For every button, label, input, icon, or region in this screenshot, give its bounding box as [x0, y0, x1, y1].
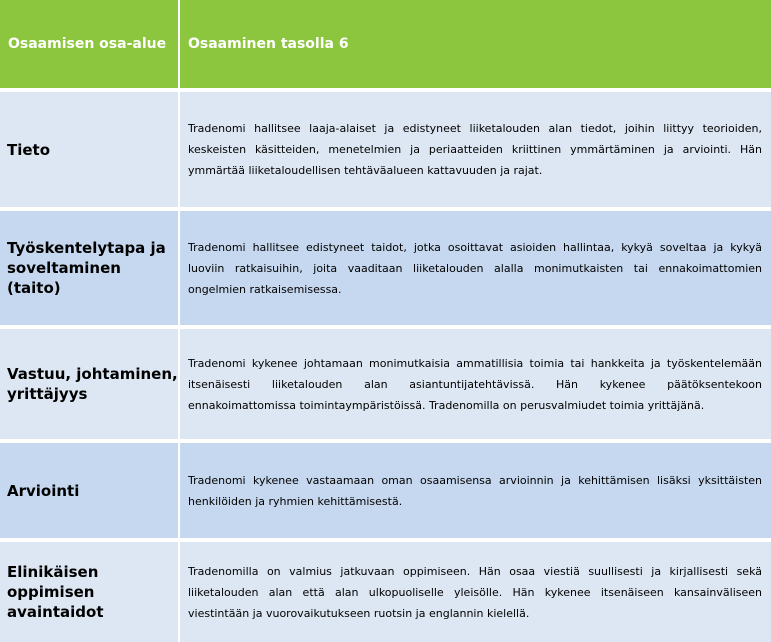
- table-header-row: [0, 0, 771, 88]
- row-label-tieto: Tieto: [7, 140, 51, 159]
- row-label-arviointi: Arviointi: [7, 481, 80, 500]
- row-label-avaintaidot: Elinikäisen oppimisen avaintaidot: [7, 563, 104, 621]
- row-label-vastuu: Vastuu, johtaminen, yrittäjyys: [7, 365, 178, 403]
- row-text-taito: Tradenomi hallitsee edistyneet taidot, jotka osoittavat asioiden hallintaa, kykyä soveltaa ja kykyä luoviin ratkaisuihin, joita vaaditaan liiketalouden alalla monimutkaisten tai ennakoimattomien ongelmien ratkaisemisessa.: [188, 240, 762, 296]
- row-label-taito: Työskentelytapa ja soveltaminen (taito): [7, 239, 166, 297]
- header-col-area: Osaamisen osa-alue: [0, 0, 180, 88]
- table-row: [0, 92, 771, 207]
- row-text-tieto: Tradenomi hallitsee laaja-alaiset ja edistyneet liiketalouden alan tiedot, joihin liittyy teorioiden, keskeisten käsitteiden, menetelmien ja periaatteiden kriittinen ymmärtäminen ja arviointi. Hän ymmärtää liiketaloudellisen tehtäväalueen kattavuuden ja rajat.: [188, 122, 762, 177]
- row-text-arviointi: Tradenomi kykenee vastaamaan oman osaamisensa arvioinnin ja kehittämisen lisäksi yksittäisten henkilöiden ja ryhmien kehittämisestä.: [188, 473, 762, 508]
- table-row: [0, 443, 771, 538]
- row-text-vastuu: Tradenomi kykenee johtamaan monimutkaisia ammatillisia toimia tai hankkeita ja työskentelemään itsenäisesti liiketalouden alan asiantuntijatehtävissä. Hän kykenee päätöksentekoon ennakoimattomissa toimintaympäristöissä. Tradenomilla on perusvalmiudet toimia yrittäjänä.: [188, 356, 762, 412]
- table-row: [0, 211, 771, 325]
- table-row: [0, 329, 771, 439]
- header-col-level: Osaaminen tasolla 6: [188, 36, 349, 52]
- table-row: [0, 542, 771, 642]
- row-text-avaintaidot: Tradenomilla on valmius jatkuvaan oppimiseen. Hän osaa viestiä suullisesti ja kirjallisesti sekä liiketalouden alan että alan ulkopuoliselle yleisölle. Hän kykenee itsenäiseen kansainväliseen viestintään ja vuorovaikutukseen ruotsin ja englannin kielellä.: [188, 564, 762, 620]
